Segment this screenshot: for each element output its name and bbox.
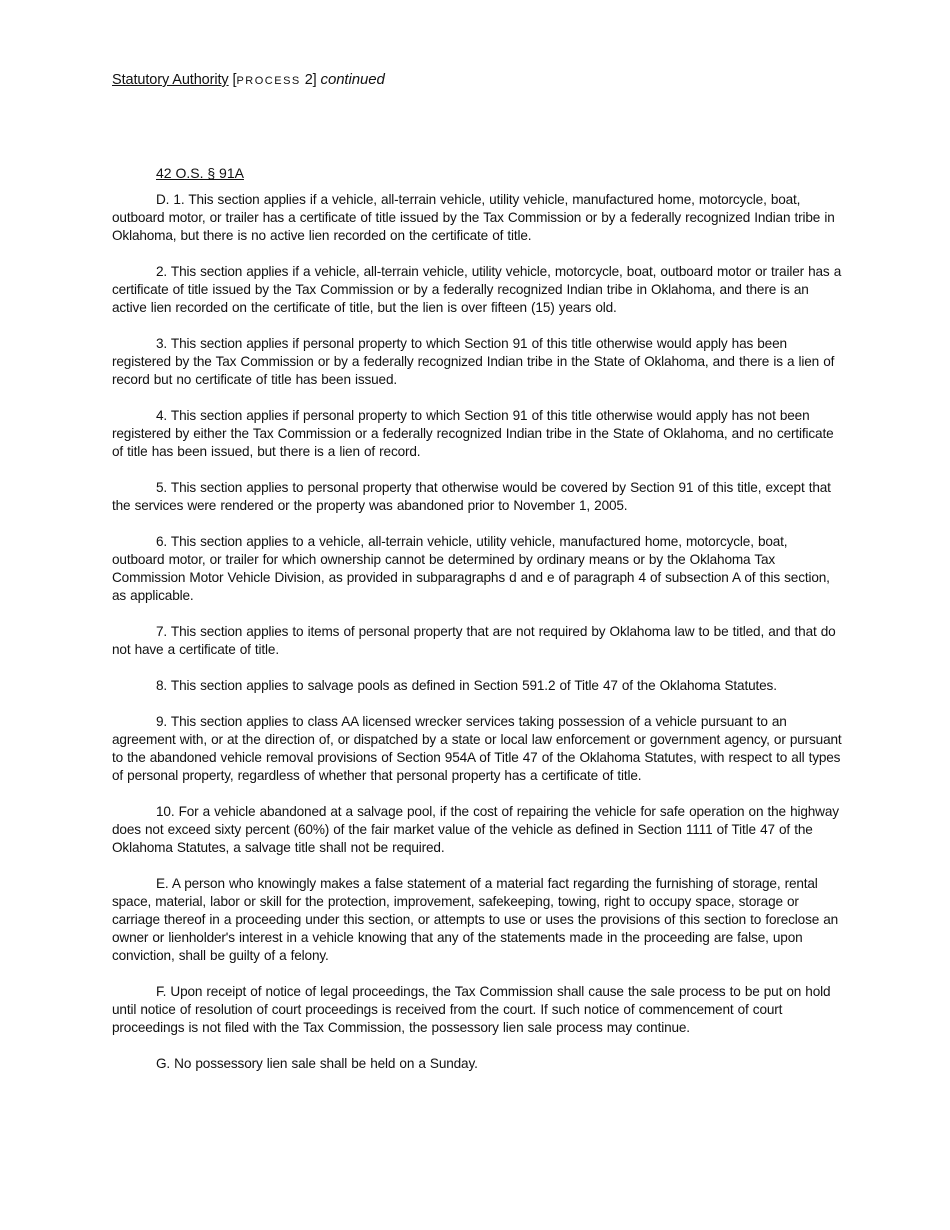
paragraph-e: E. A person who knowingly makes a false statement of a material fact regarding the furnishing of storage, rental space, material, labor or skill for the protection, improvement, safekeeping, towing, right to occupy space, storage or carriage thereof in a proceeding under this section, or attempts to use or uses the provisions of this section to foreclose an owner or lienholder's interest in a vehicle knowing that any of the statements made in the proceeding are false, upon conviction, shall be guilty of a felony. [112,876,839,963]
header-process-number: 2] [304,72,317,88]
paragraph-d2: 2. This section applies if a vehicle, all-terrain vehicle, utility vehicle, motorcycle, boat, outboard motor or trailer has a certificate of title issued by the Tax Commission or by a federally recognized Indian tribe in Oklahoma, and there is an active lien recorded on the certificate of title, but the lien is over fifteen (15) years old. [112,264,842,315]
document-page [112,70,844,1073]
header-statutory-authority: Statutory Authority [112,72,229,88]
paragraph-d7: 7. This section applies to items of personal property that are not required by Oklahoma law to be titled, and that do not have a certificate of title. [112,624,836,657]
section-reference: 42 O.S. § 91A [156,165,244,181]
paragraph-g: G. No possessory lien sale shall be held on a Sunday. [156,1056,478,1071]
header-process-open: [ [232,72,237,88]
header-process-label: PROCESS [236,75,301,87]
paragraph-f: F. Upon receipt of notice of legal proceedings, the Tax Commission shall cause the sale process to be put on hold until notice of resolution of court proceedings is received from the court. If such notice of commencement of court proceedings is not filed with the Tax Commission, the possessory lien sale process may continue. [112,984,831,1035]
paragraph-d4: 4. This section applies if personal property to which Section 91 of this title otherwise would apply has not been registered by either the Tax Commission or a federally recognized Indian tribe in the State of Oklahoma, and no certificate of title has been issued, but there is a lien of record. [112,408,834,459]
paragraph-d3: 3. This section applies if personal property to which Section 91 of this title otherwise would apply has been registered by the Tax Commission or by a federally recognized Indian tribe in the State of Oklahoma, and there is a lien of record but no certificate of title has been issued. [112,336,835,387]
header-continued: continued [320,71,385,88]
paragraph-d9: 9. This section applies to class AA licensed wrecker services taking possession of a vehicle pursuant to an agreement with, or at the direction of, or dispatched by a state or local law enforcement or government agency, or pursuant to the abandoned vehicle removal provisions of Section 954A of Title 47 of the Oklahoma Statutes, with respect to all types of personal property, regardless of whether that personal property has a certificate of title. [112,714,842,783]
paragraph-d10: 10. For a vehicle abandoned at a salvage pool, if the cost of repairing the vehicle for safe operation on the highway does not exceed sixty percent (60%) of the fair market value of the vehicle as defined in Section 1111 of Title 47 of the Oklahoma Statutes, a salvage title shall not be required. [112,804,839,855]
paragraph-d1: D. 1. This section applies if a vehicle, all-terrain vehicle, utility vehicle, manufactured home, motorcycle, boat, outboard motor, or trailer has a certificate of title issued by the Tax Commission or by a federally recognized Indian tribe in Oklahoma, but there is no active lien recorded on the certificate of title. [112,192,835,243]
page-header [112,70,844,91]
paragraph-d8: 8. This section applies to salvage pools as defined in Section 591.2 of Title 47 of the Oklahoma Statutes. [156,678,777,693]
paragraph-d5: 5. This section applies to personal property that otherwise would be covered by Section 91 of this title, except that the services were rendered or the property was abandoned prior to November 1, 2005. [112,480,831,513]
paragraph-d6: 6. This section applies to a vehicle, all-terrain vehicle, utility vehicle, manufactured home, motorcycle, boat, outboard motor, or trailer for which ownership cannot be determined by ordinary means or by the Oklahoma Tax Commission Motor Vehicle Division, as provided in subparagraphs d and e of paragraph 4 of subsection A of this section, as applicable. [112,534,830,603]
